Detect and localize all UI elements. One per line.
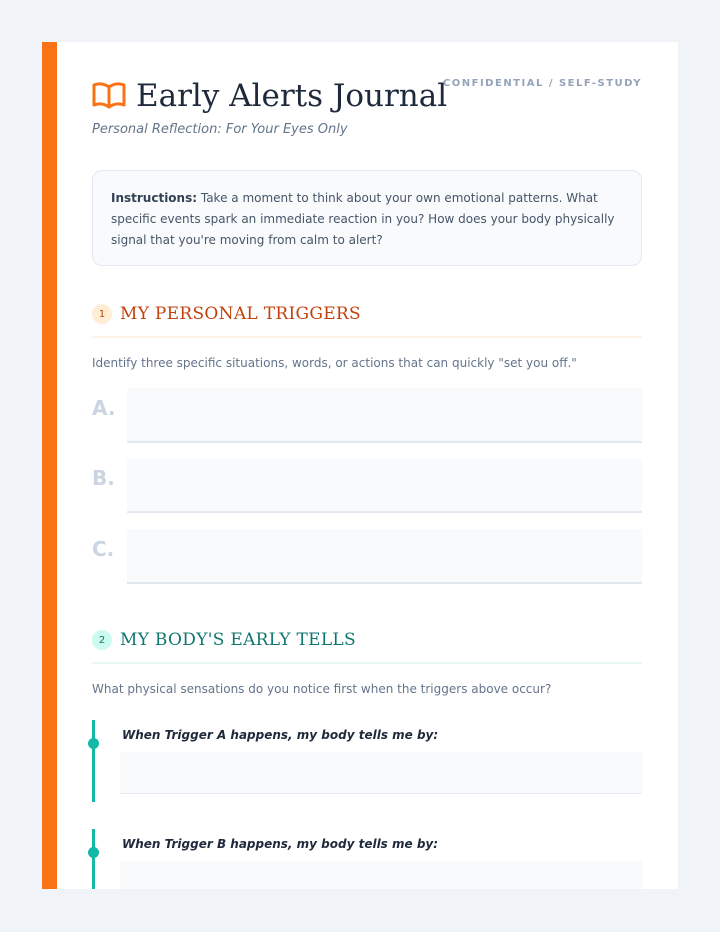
section-prompt: What physical sensations do you notice first when the triggers above occur? <box>92 682 552 696</box>
body-tell-label: When Trigger A happens, my body tells me by: <box>122 728 439 742</box>
trigger-row-b <box>92 458 642 514</box>
body-tell-label: When Trigger B happens, my body tells me by: <box>122 837 439 851</box>
body-tell-a-input[interactable] <box>120 752 642 794</box>
trigger-b-input[interactable] <box>127 458 642 513</box>
instructions-text: Take a moment to think about your own emotional patterns. What specific events spark an immediate reaction in you? How does your body physically signal that you're moving from calm to alert? <box>111 191 615 247</box>
section-title: MY PERSONAL TRIGGERS <box>120 304 361 324</box>
accent-bar <box>42 42 57 889</box>
trigger-row-a <box>92 388 642 444</box>
trigger-letter: B. <box>92 466 115 490</box>
timeline-line <box>92 829 95 889</box>
body-tell-b <box>92 829 642 889</box>
section-prompt: Identify three specific situations, words, or actions that can quickly "set you off." <box>92 356 577 370</box>
section-body-tells <box>92 624 642 656</box>
body-tell-a <box>92 720 642 804</box>
trigger-letter: A. <box>92 396 116 420</box>
section-number: 1 <box>92 304 112 324</box>
trigger-a-input[interactable] <box>127 388 642 443</box>
section-personal-triggers <box>92 298 642 330</box>
timeline-dot <box>88 738 99 749</box>
trigger-letter: C. <box>92 537 115 561</box>
open-book-icon <box>92 81 126 111</box>
title-row <box>92 76 447 116</box>
timeline-dot <box>88 847 99 858</box>
page-title: Early Alerts Journal <box>136 78 448 114</box>
confidential-label: CONFIDENTIAL / SELF-STUDY <box>442 78 642 89</box>
trigger-row-c <box>92 529 642 585</box>
page-subtitle: Personal Reflection: For Your Eyes Only <box>92 122 348 137</box>
instructions-box <box>92 170 642 266</box>
journal-page <box>42 42 678 889</box>
body-tell-b-input[interactable] <box>120 861 642 889</box>
section-number: 2 <box>92 630 112 650</box>
instructions-label: Instructions: <box>111 191 198 205</box>
section-title: MY BODY'S EARLY TELLS <box>120 630 356 650</box>
timeline-line <box>92 720 95 802</box>
trigger-c-input[interactable] <box>127 529 642 584</box>
